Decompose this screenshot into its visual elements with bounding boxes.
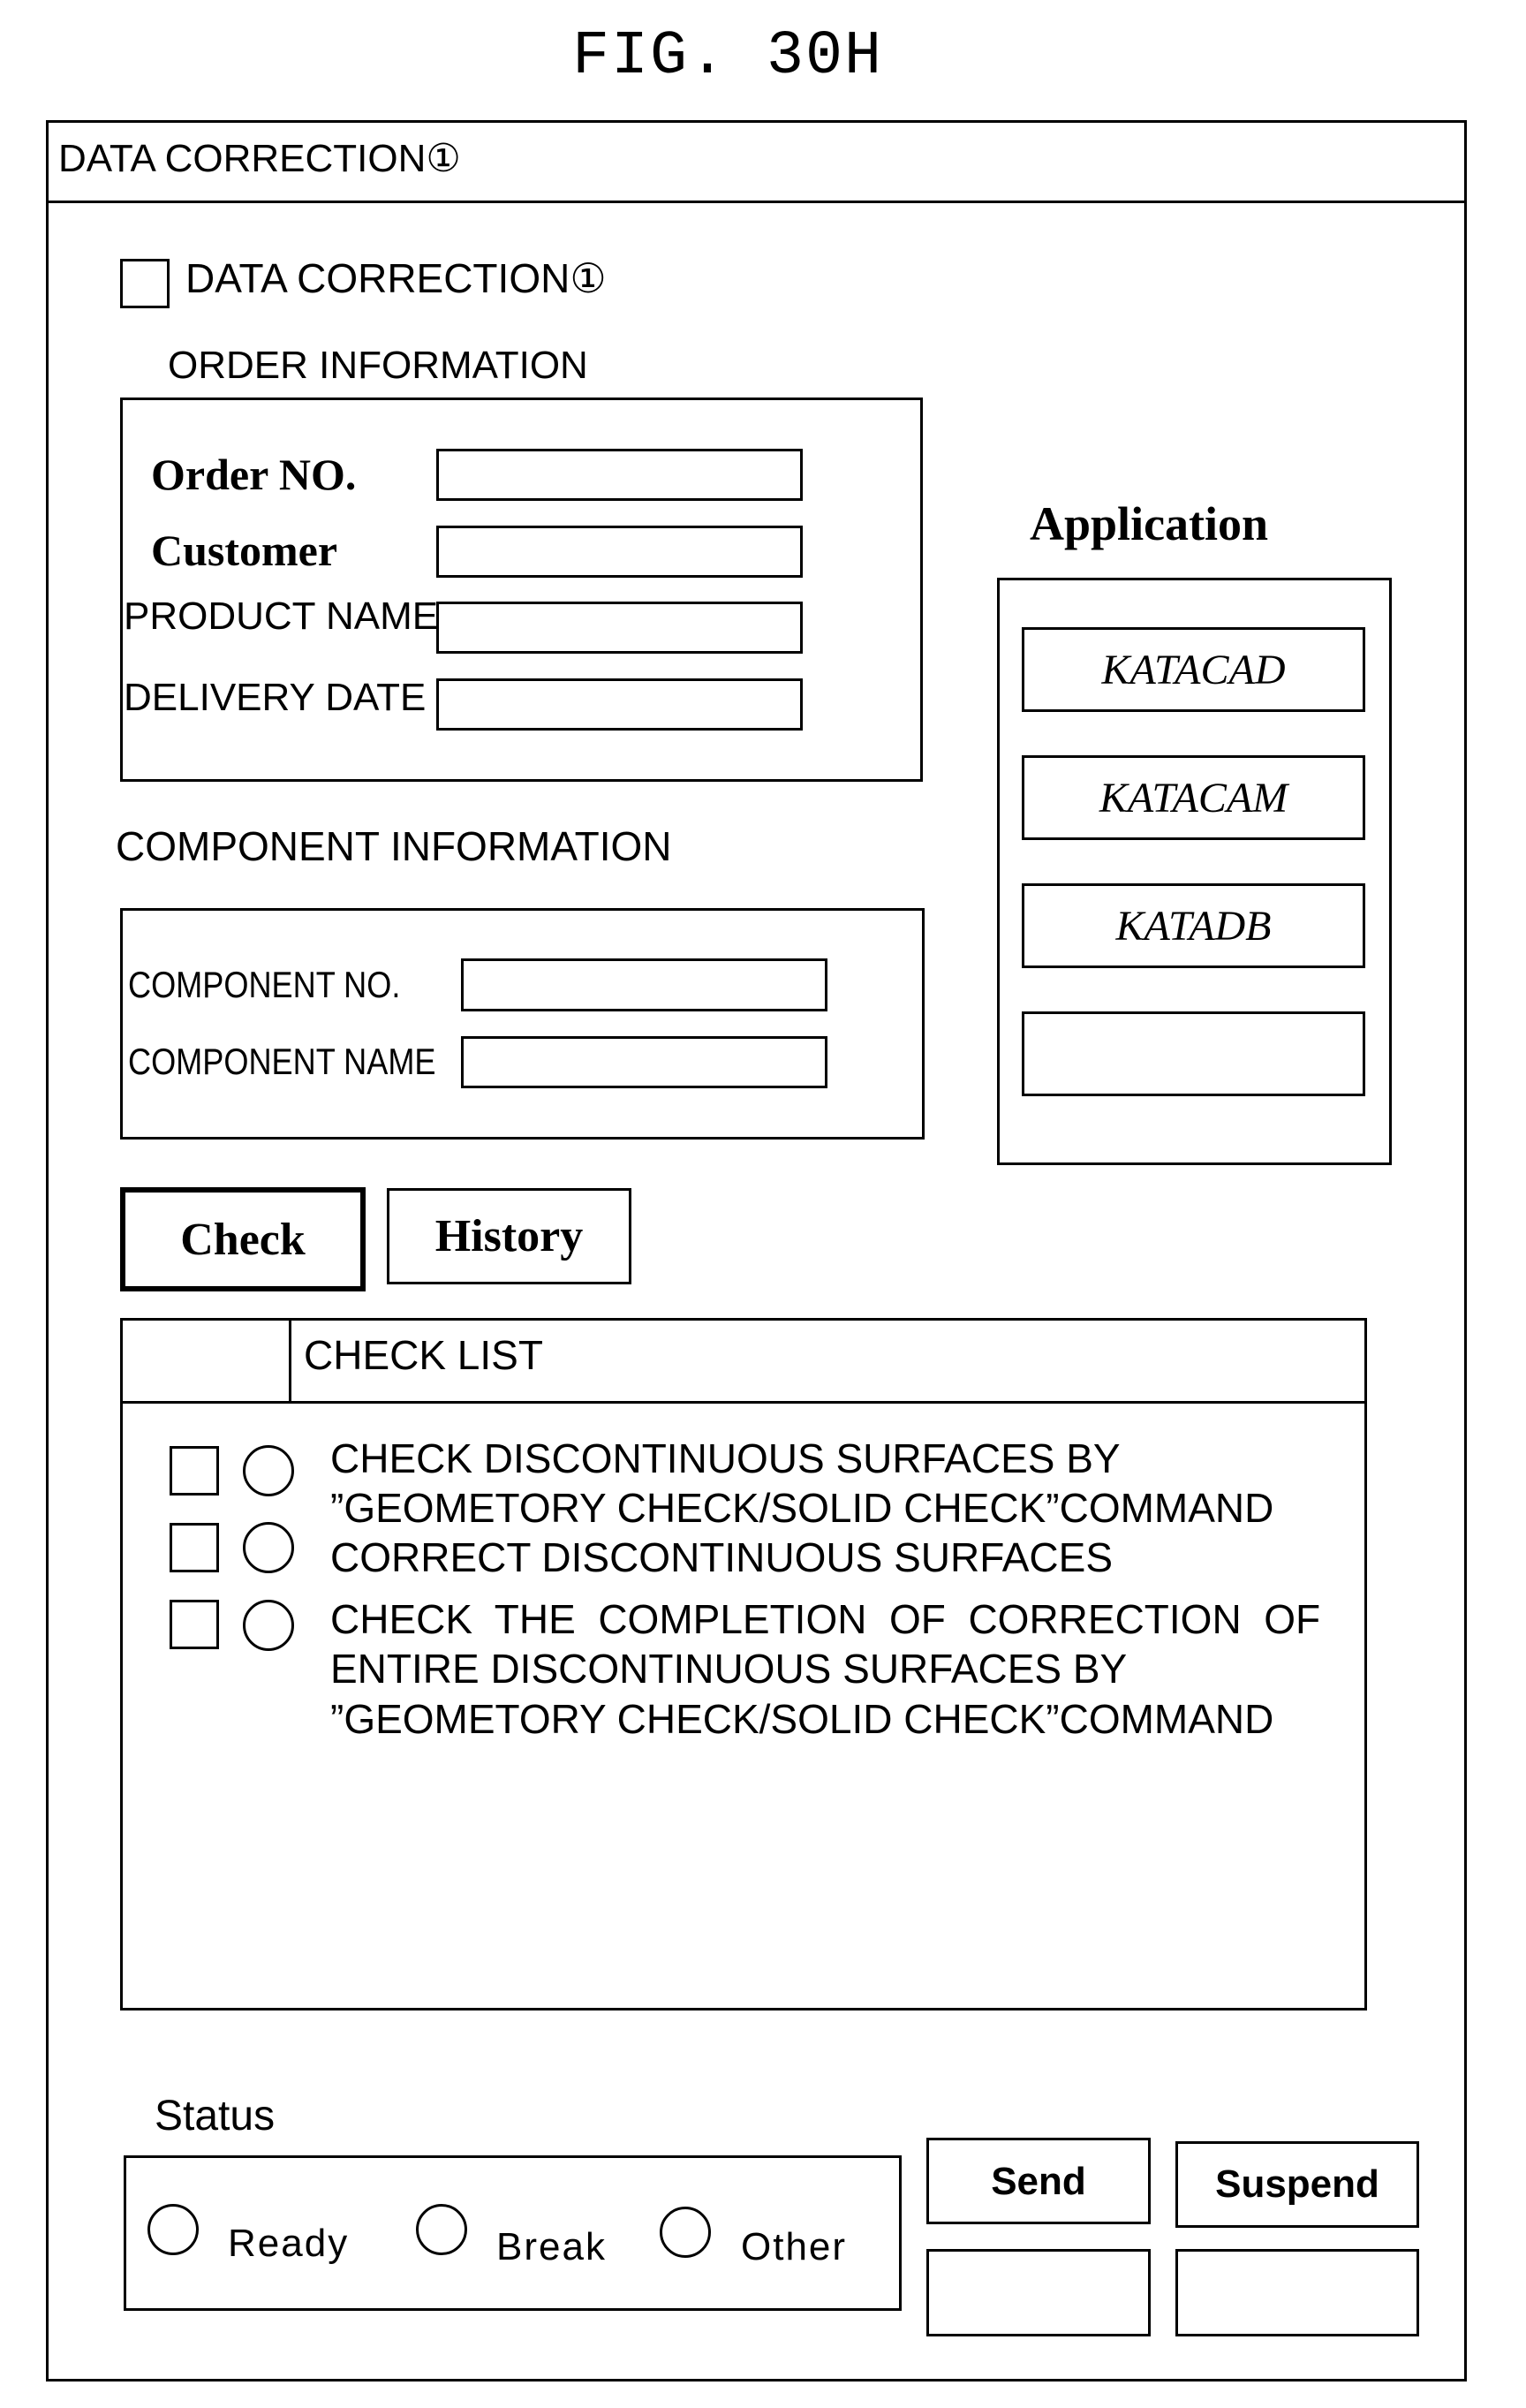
check-list-header-divider	[120, 1401, 1367, 1404]
component-name-label: COMPONENT NAME	[128, 1043, 436, 1080]
suspend-button[interactable]: Suspend	[1175, 2141, 1419, 2228]
window-title: DATA CORRECTION①	[58, 140, 461, 178]
status-break-radio[interactable]	[416, 2204, 467, 2255]
delivery-date-label: DELIVERY DATE	[124, 678, 426, 717]
check-item-1-line-2: ”GEOMETORY CHECK/SOLID CHECK”COMMAND	[330, 1488, 1273, 1528]
check-item-1-radio[interactable]	[243, 1445, 294, 1496]
figure-label: FIG. 30H	[572, 27, 883, 88]
check-item-3-line-2: ENTIRE DISCONTINUOUS SURFACES BY	[330, 1648, 1127, 1689]
check-item-2-line-1: CORRECT DISCONTINUOUS SURFACES	[330, 1537, 1113, 1578]
title-bar-divider	[46, 201, 1467, 203]
empty-application-button[interactable]	[1022, 1011, 1365, 1096]
status-break-label: Break	[496, 2228, 607, 2267]
order-no-input[interactable]	[436, 449, 803, 501]
katacad-button[interactable]: KATACAD	[1022, 627, 1365, 712]
suspend-blank-field[interactable]	[1175, 2249, 1419, 2336]
data-correction-label: DATA CORRECTION①	[185, 258, 607, 299]
status-other-radio[interactable]	[660, 2207, 711, 2258]
order-information-title: ORDER INFORMATION	[168, 346, 588, 385]
history-tab[interactable]: History	[387, 1188, 631, 1284]
katadb-button[interactable]: KATADB	[1022, 883, 1365, 968]
delivery-date-input[interactable]	[436, 678, 803, 731]
check-item-1-checkbox[interactable]	[170, 1446, 219, 1496]
status-ready-radio[interactable]	[147, 2204, 199, 2255]
check-item-3-line-1: CHECK THE COMPLETION OF CORRECTION OF	[330, 1599, 1320, 1639]
product-name-input[interactable]	[436, 602, 803, 654]
customer-label: Customer	[151, 528, 337, 572]
check-list-header: CHECK LIST	[304, 1335, 543, 1375]
check-list-column-divider	[289, 1318, 291, 1403]
check-item-3-checkbox[interactable]	[170, 1600, 219, 1649]
component-no-input[interactable]	[461, 958, 827, 1011]
status-other-label: Other	[741, 2228, 847, 2267]
application-title: Application	[1030, 500, 1268, 548]
send-button[interactable]: Send	[926, 2138, 1151, 2224]
check-tab[interactable]: Check	[120, 1187, 366, 1291]
status-ready-label: Ready	[228, 2224, 349, 2263]
check-item-2-radio[interactable]	[243, 1522, 294, 1573]
status-title: Status	[155, 2095, 275, 2138]
check-item-3-radio[interactable]	[243, 1600, 294, 1651]
check-item-1-line-1: CHECK DISCONTINUOUS SURFACES BY	[330, 1438, 1121, 1479]
send-blank-field[interactable]	[926, 2249, 1151, 2336]
data-correction-checkbox[interactable]	[120, 259, 170, 308]
component-name-input[interactable]	[461, 1036, 827, 1088]
order-no-label: Order NO.	[151, 452, 356, 496]
katacam-button[interactable]: KATACAM	[1022, 755, 1365, 840]
product-name-label: PRODUCT NAME	[124, 597, 438, 636]
check-item-2-checkbox[interactable]	[170, 1523, 219, 1572]
component-information-panel	[120, 908, 925, 1140]
component-information-title: COMPONENT INFORMATION	[116, 826, 672, 867]
check-item-3-line-3: ”GEOMETORY CHECK/SOLID CHECK”COMMAND	[330, 1699, 1273, 1739]
component-no-label: COMPONENT NO.	[128, 966, 400, 1003]
customer-input[interactable]	[436, 526, 803, 578]
